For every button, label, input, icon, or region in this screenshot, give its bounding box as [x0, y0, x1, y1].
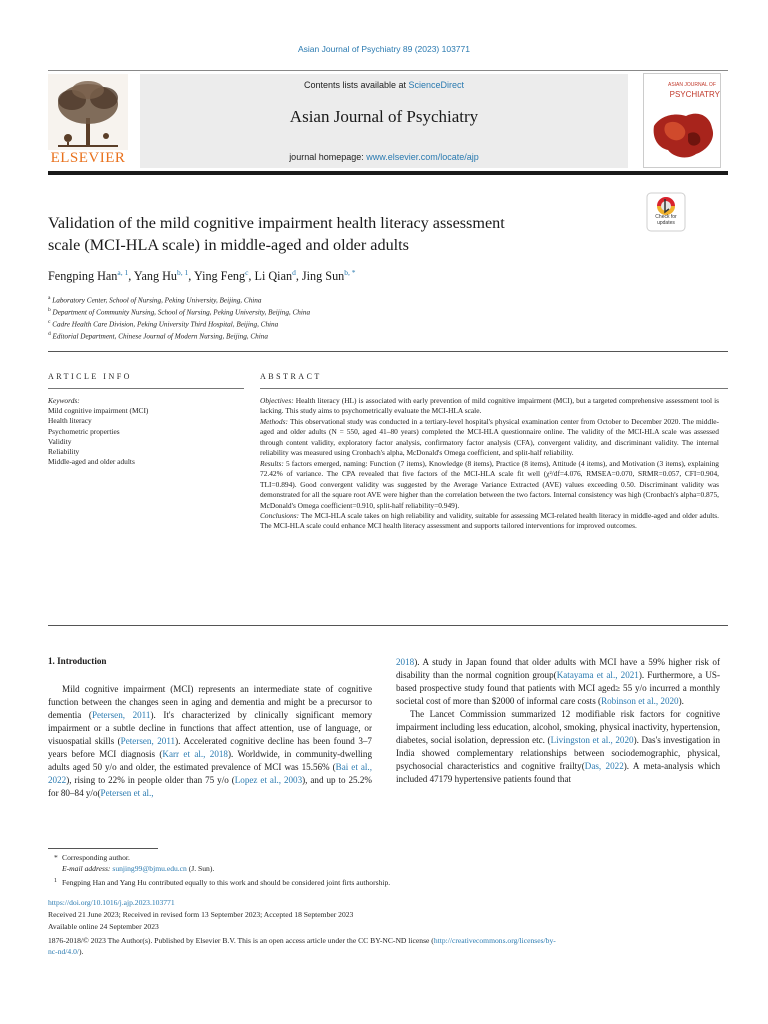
- author-separator: ,: [188, 269, 194, 284]
- header-thick-rule: [48, 171, 728, 175]
- author-name[interactable]: Li Qian: [254, 269, 293, 284]
- keyword-item: Health literacy: [48, 416, 92, 426]
- keyword-item: Middle-aged and older adults: [48, 457, 135, 467]
- author-name[interactable]: Fengping Han: [48, 269, 118, 284]
- keyword-item: Reliability: [48, 447, 80, 457]
- intro-left-column: [48, 683, 372, 800]
- author-affiliation-mark[interactable]: a, 1: [117, 268, 129, 277]
- journal-title: Asian Journal of Psychiatry: [289, 107, 479, 126]
- footnote-rule: [48, 848, 158, 849]
- keyword-item: Psychometric properties: [48, 426, 120, 436]
- license-link[interactable]: nc-nd/4.0/: [48, 947, 80, 956]
- title-line-1: Validation of the mild cognitive impairment health literacy assessment: [48, 214, 505, 232]
- license-statement-cont: nc-nd/4.0/).: [48, 947, 84, 956]
- received-dates: Received 21 June 2023; Received in revised form 13 September 2023; Accepted 18 September 2023: [48, 910, 354, 919]
- doi-link[interactable]: https://doi.org/10.1016/j.ajp.2023.103771: [48, 898, 175, 907]
- abstract-results: Results: 5 factors emerged, naming: Function (7 items), Knowledge (8 items), Practice (8 items), Attitude (4 items), and Motivation (3 items), explaining 72.42% of variance. The CPA revealed that five factors of the MCI-HLA scale fit well (χ²/df=4.076, RMSEA=0.070, SRMR=0.057, CFI=0.904, TLI=0.894). Good convergent validity was suggested by the Average Variance Extracted (AVE) values exceeding 0.50. Discriminant validity was demonstrated for all the square root AVE were higher than the correlation between the two factors. Internal consistency was high (Cronbach's alpha=0.875, McDonald's Omega coefficient=0.910, split-half reliability=0.949).: [260, 458, 719, 510]
- citation-link[interactable]: 2018: [396, 657, 415, 667]
- intro-paragraph: The Lancet Commission summarized 12 modifiable risk factors for cognitive impairment including less education, alcohol, smoking, physical inactivity, hypertension, diabetes, social isolation, depression etc. (Livingston et al., 2020). Das's investigation in India showed complementary relationships between sociodemographic, physical, psychosocial characteristics and cognitive frailty(Das, 2022). A meta-analysis which included 47179 hypertensive patients found that: [396, 708, 720, 784]
- section-heading-introduction: 1. Introduction: [48, 656, 107, 666]
- affiliation-b: $^b$ Department of Community Nursing, School of Nursing, Peking University, Beijing, China: [48, 307, 311, 317]
- abstract-end-rule: [48, 625, 728, 626]
- author-affiliation-mark[interactable]: d: [292, 268, 296, 277]
- check-for-updates-icon[interactable]: [646, 192, 686, 232]
- abstract-heading: ABSTRACT: [260, 372, 322, 381]
- cover-small-title: ASIAN JOURNAL OF: [668, 82, 716, 88]
- elsevier-wordmark[interactable]: ELSEVIER: [50, 150, 126, 166]
- author-separator: ,: [295, 269, 302, 284]
- article-info-rule: [48, 388, 244, 389]
- contents-line: Contents lists available at ScienceDirect: [303, 80, 465, 90]
- author-affiliation-mark[interactable]: b, 1: [177, 268, 189, 277]
- keyword-item: Mild cognitive impairment (MCI): [48, 406, 149, 416]
- affiliation-a: $^a$ Laboratory Center, School of Nursing, Peking University, Beijing, China: [48, 295, 262, 305]
- affiliation-c: $^c$ Cadre Health Care Division, Peking University Third Hospital, Beijing, China: [48, 319, 279, 329]
- license-statement: 1876-2018/© 2023 The Author(s). Published by Elsevier B.V. This is an open access article under the CC BY-NC-ND license (http://creativecommons.org/licenses/by-: [48, 936, 556, 945]
- citation-link[interactable]: Livingston et al., 2020: [550, 734, 634, 745]
- sciencedirect-link[interactable]: ScienceDirect: [408, 80, 465, 90]
- header-rule: [48, 70, 728, 71]
- citation-link[interactable]: Bai et al., 2022: [48, 761, 372, 785]
- citation-link[interactable]: Petersen, 2011: [120, 735, 176, 746]
- citation-link[interactable]: Katayama et al., 2021: [556, 669, 639, 680]
- author-separator: ,: [248, 269, 255, 284]
- abstract-objectives: Objectives: Health literacy (HL) is associated with early prevention of mild cognitive impairment (MCI), but a targeted comprehensive assessment tool is lacking. This study aims to psychometrically evaluate the MCI-HLA scale.: [260, 396, 719, 416]
- article-info-heading: ARTICLE INFO: [48, 372, 132, 381]
- homepage-line: journal homepage: www.elsevier.com/locate/ajp: [289, 152, 479, 162]
- intro-right-column: [396, 656, 720, 786]
- affiliation-d: $^d$ Editorial Department, Chinese Journal of Modern Nursing, Beijing, China: [48, 331, 268, 341]
- section-rule: [48, 351, 728, 352]
- license-link[interactable]: http://creativecommons.org/licenses/by-: [433, 936, 556, 945]
- citation-link[interactable]: Karr et al., 2018: [162, 748, 228, 759]
- available-online-date: Available online 24 September 2023: [48, 922, 159, 931]
- citation-link[interactable]: Petersen, 2011: [91, 709, 151, 720]
- cover-big-title: PSYCHIATRY: [669, 90, 720, 99]
- keywords-block: [48, 396, 148, 467]
- author-list: [48, 268, 356, 284]
- author-name[interactable]: Ying Feng: [193, 269, 246, 284]
- intro-paragraph: Mild cognitive impairment (MCI) represents an intermediate state of cognitive function between the changes seen in aging and dementia and might be a precursor to dementia (Petersen, 2011). It's characterized by clinically significant memory impairment or a subtle decline in functions that affect attention, use of language, or visuospatial skills (Petersen, 2011). Accelerated cognitive decline has been found 3–7 years before MCI diagnosis (Karr et al., 2018). Worldwide, in community-dwelling adults aged 50 y/o and older, the estimated prevalence of MCI was 15.56% (Bai et al., 2022), rising to 22% in people older than 75 y/o (Lopez et al., 2003), and up to 25.2% for 80–84 y/o(Petersen et al.,: [48, 684, 373, 798]
- keywords-label: Keywords:: [48, 396, 80, 405]
- journal-homepage-link[interactable]: www.elsevier.com/locate/ajp: [366, 152, 479, 162]
- title-line-2: scale (MCI-HLA scale) in middle-aged and older adults: [48, 236, 409, 254]
- abstract-methods: Methods: This observational study was conducted in a tertiary-level hospital's physical examination center from October to December 2020. The middle-aged and older adults (N = 550, aged 41–80 years) completed the MCI-HLA questionnaire online. The validity of the MCI-HLA scale was assessed through content validity, exploratory factor analysis, confirmatory factor analysis (CFA), convergent validity, and discriminant validity. The internal reliability was measured using Cronbach's alpha, McDonald's Omega coefficient, and split-half reliability.: [260, 416, 719, 458]
- author-affiliation-mark[interactable]: c: [245, 268, 249, 277]
- citation-link[interactable]: Das, 2022: [584, 760, 624, 771]
- abstract-body: [260, 396, 719, 532]
- footnote-corresponding: * Corresponding author.: [54, 853, 130, 862]
- abstract-conclusions: Conclusions: The MCI-HLA scale takes on high reliability and validity, suitable for assessing MCI-related health literacy in middle-aged and older adults. The MCI-HLA scale could enhance MCI health literacy assessment and supports tailored interventions for improved outcomes.: [260, 510, 719, 531]
- footnote-email: E-mail address: sunjing99@bjmu.edu.cn (J. Sun).: [62, 864, 215, 873]
- abstract-rule: [260, 388, 728, 389]
- citation-link[interactable]: Robinson et al., 2020: [601, 695, 679, 706]
- author-name[interactable]: Yang Hu: [133, 269, 178, 284]
- keyword-item: Validity: [48, 436, 72, 446]
- intro-paragraph: 2018). A study in Japan found that older adults with MCI have a 59% higher risk of disability than the normal cognition group(Katayama et al., 2021). Furthermore, a US-based prospective study found that patients with MCI aged≥ 55 y/o incurred a monthly societal cost of more than $2000 of informal care costs (Robinson et al., 2020).: [396, 657, 720, 706]
- journal-reference[interactable]: Asian Journal of Psychiatry 89 (2023) 103771: [298, 44, 470, 54]
- footnote-equal-contribution: 1 Fengping Han and Yang Hu contributed equally to this work and should be considered joint firts authorship.: [54, 878, 391, 887]
- author-separator: ,: [128, 269, 134, 284]
- check-for-updates-label: Check for updates: [655, 214, 677, 226]
- cover-map-image: [648, 104, 718, 164]
- author-name[interactable]: Jing Sun: [301, 269, 345, 284]
- citation-link[interactable]: Lopez et al., 2003: [234, 774, 303, 785]
- author-affiliation-mark[interactable]: b, *: [344, 268, 356, 277]
- citation-link[interactable]: Petersen et al.,: [100, 787, 154, 798]
- email-link[interactable]: sunjing99@bjmu.edu.cn: [112, 864, 187, 873]
- article-title: [48, 212, 618, 256]
